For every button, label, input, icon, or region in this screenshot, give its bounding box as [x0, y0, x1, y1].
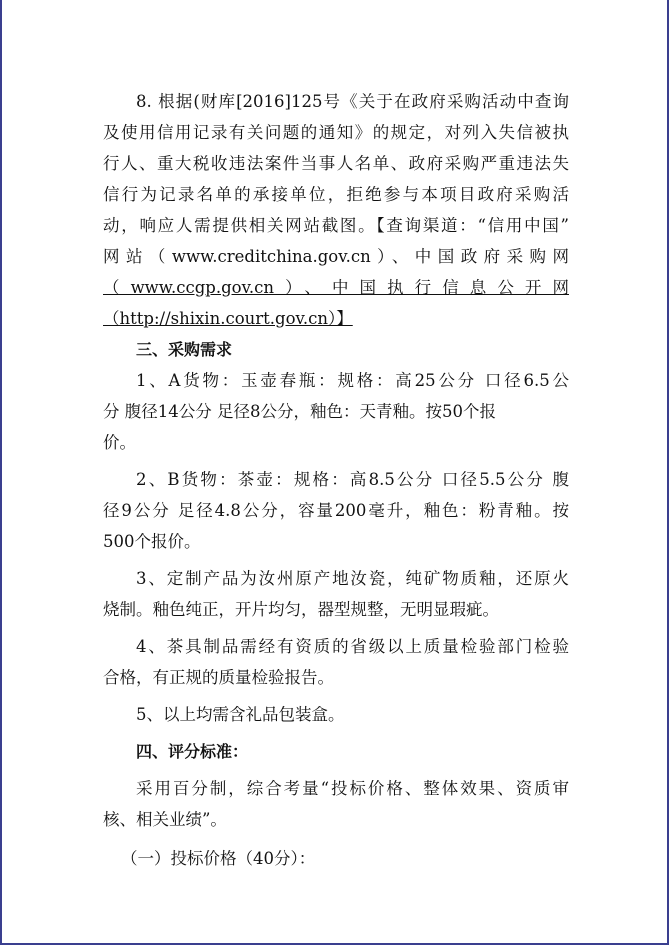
para8-line-6: 网站（www.creditchina.gov.cn）、中国政府采购网 — [103, 247, 569, 266]
section-3-item-1 — [103, 365, 569, 458]
para8-line-8: （http://shixin.court.gov.cn）】 — [103, 309, 353, 328]
document-page — [103, 86, 569, 874]
para8-line-5: 动，响应人需提供相关网站截图。【查询渠道：“信用中国” — [103, 216, 569, 235]
item4-line-1: 4、茶具制品需经有资质的省级以上质量检验部门检验 — [136, 637, 569, 656]
section-4-sub-heading-1: （一）投标价格（40分）： — [121, 849, 316, 868]
item2-line-1: 2、B货物：茶壶：规格：高8.5公分 口径5.5公分 腹 — [136, 470, 570, 489]
para8-line-4: 信行为记录名单的承接单位，拒绝参与本项目政府采购活 — [103, 185, 569, 204]
item1-line-3: 价。 — [103, 433, 136, 452]
item3-line-1: 3、定制产品为汝州原产地汝瓷，纯矿物质釉，还原火 — [136, 569, 569, 588]
section-4-heading: 四、评分标准： — [136, 742, 249, 761]
item4-line-2: 合格，有正规的质量检验报告。 — [103, 668, 334, 687]
para8-line-2: 及使用信用记录有关问题的通知》的规定，对列入失信被执 — [103, 123, 569, 142]
section-3-item-2 — [103, 464, 569, 557]
section4-body-line-1: 采用百分制，综合考量“投标价格、整体效果、资质审 — [136, 779, 569, 798]
item2-line-2: 径9公分 足径4.8公分，容量200毫升，釉色：粉青釉。按 — [103, 501, 569, 520]
item5-line-1: 5、以上均需含礼品包装盒。 — [136, 705, 345, 724]
paragraph-8 — [103, 86, 569, 334]
page-border-left — [0, 0, 2, 945]
section-3-heading: 三、采购需求 — [136, 340, 233, 359]
para8-line-3: 行人、重大税收违法案件当事人名单、政府采购严重违法失 — [103, 154, 569, 173]
section-3-item-3 — [103, 563, 569, 625]
item1-line-2: 分 腹径14公分 足径8公分，釉色：天青釉。按50个报 — [103, 402, 496, 421]
section-4-body — [103, 773, 569, 835]
para8-line-7: （www.ccgp.gov.cn）、中国执行信息公开网 — [103, 278, 569, 297]
item1-line-1: 1、A货物：玉壶春瓶：规格：高25公分 口径6.5公 — [136, 371, 569, 390]
para8-line-1: 8. 根据(财库[2016]125号《关于在政府采购活动中查询 — [136, 92, 569, 111]
item2-line-3: 500个报价。 — [103, 532, 201, 551]
item3-line-2: 烧制。釉色纯正，开片均匀，器型规整，无明显瑕疵。 — [103, 600, 499, 619]
section-3-item-4 — [103, 631, 569, 693]
section4-body-line-2: 核、相关业绩”。 — [103, 810, 227, 829]
